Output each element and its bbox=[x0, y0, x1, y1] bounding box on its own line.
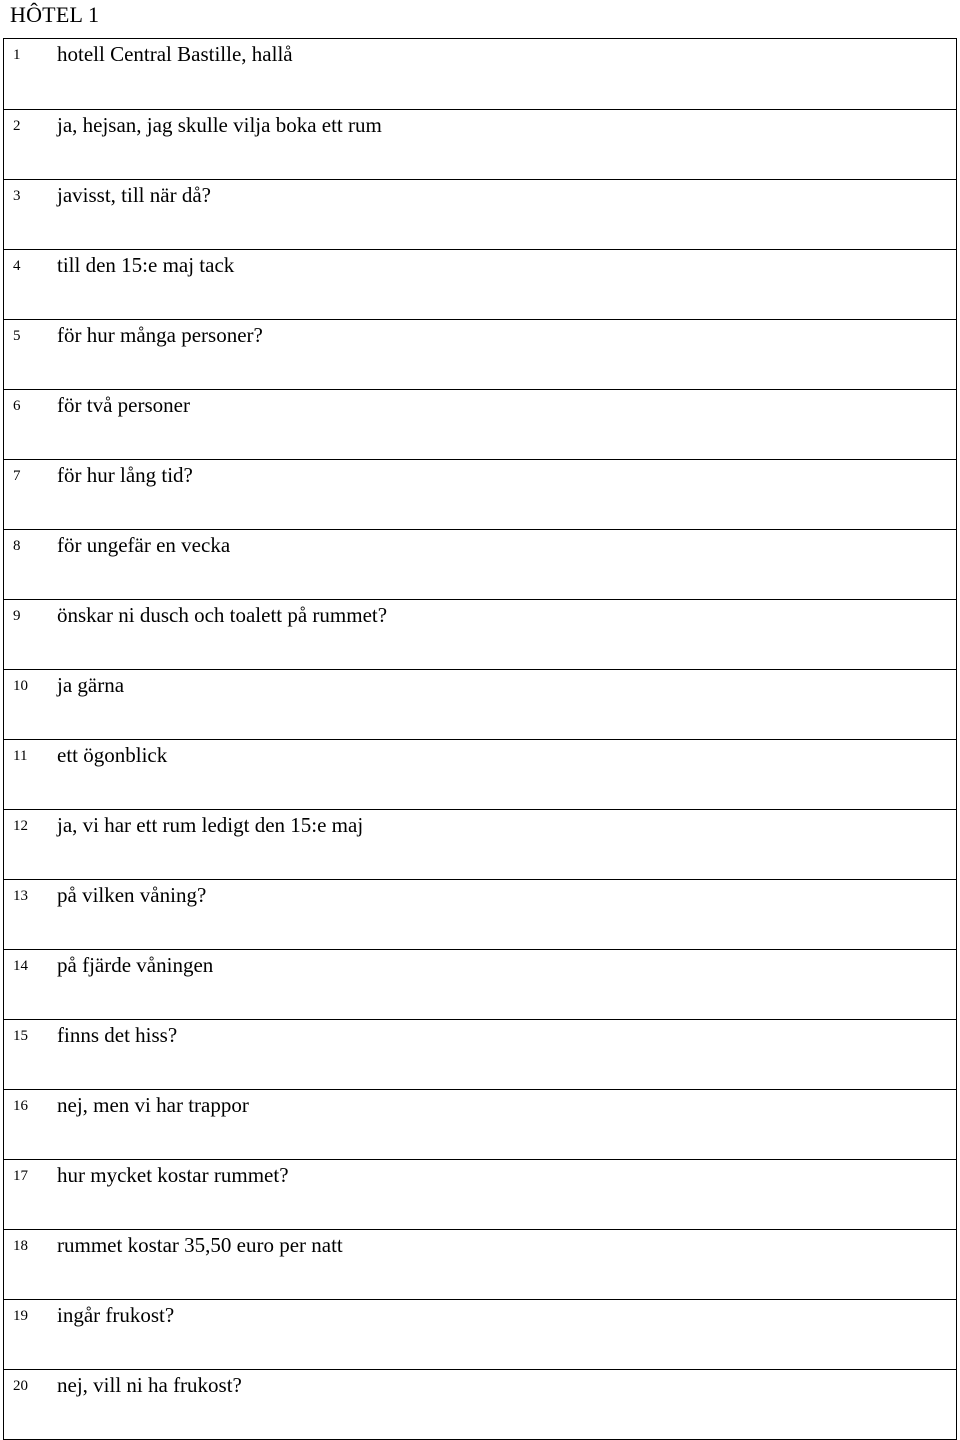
table-row bbox=[4, 1089, 956, 1159]
row-text: för hur många personer? bbox=[57, 323, 263, 347]
row-number: 13 bbox=[13, 888, 28, 904]
row-text: nej, men vi har trappor bbox=[57, 1093, 249, 1117]
table-row bbox=[4, 459, 956, 529]
table-row bbox=[4, 249, 956, 319]
table-row bbox=[4, 39, 956, 109]
table-row bbox=[4, 669, 956, 739]
row-number: 1 bbox=[13, 47, 21, 63]
row-text: på vilken våning? bbox=[57, 883, 207, 907]
row-number: 12 bbox=[13, 818, 28, 834]
table-row bbox=[4, 809, 956, 879]
table-row bbox=[4, 1369, 956, 1439]
table-row bbox=[4, 529, 956, 599]
row-number: 3 bbox=[13, 188, 21, 204]
row-number: 15 bbox=[13, 1028, 28, 1044]
row-text: rummet kostar 35,50 euro per natt bbox=[57, 1233, 343, 1257]
table-row bbox=[4, 1159, 956, 1229]
table-row bbox=[4, 109, 956, 179]
row-number: 20 bbox=[13, 1378, 28, 1394]
row-number: 19 bbox=[13, 1308, 28, 1324]
table-row bbox=[4, 1299, 956, 1369]
row-text: nej, vill ni ha frukost? bbox=[57, 1373, 242, 1397]
document-title: HÔTEL 1 bbox=[10, 2, 100, 27]
row-text: för ungefär en vecka bbox=[57, 533, 231, 557]
row-number: 6 bbox=[13, 398, 21, 414]
row-text: finns det hiss? bbox=[57, 1023, 178, 1047]
row-text: hotell Central Bastille, hallå bbox=[57, 42, 293, 66]
row-text: ett ögonblick bbox=[57, 743, 168, 767]
row-number: 8 bbox=[13, 538, 21, 554]
row-text: för hur lång tid? bbox=[57, 463, 193, 487]
row-number: 17 bbox=[13, 1168, 28, 1184]
row-text: ingår frukost? bbox=[57, 1303, 175, 1327]
row-text: hur mycket kostar rummet? bbox=[57, 1163, 289, 1187]
row-number: 14 bbox=[13, 958, 28, 974]
row-number: 2 bbox=[13, 118, 21, 134]
row-number: 11 bbox=[13, 748, 28, 764]
row-number: 4 bbox=[13, 258, 21, 274]
table-row bbox=[4, 1229, 956, 1299]
table-row bbox=[4, 389, 956, 459]
row-text: för två personer bbox=[57, 393, 190, 417]
table-row bbox=[4, 179, 956, 249]
row-number: 7 bbox=[13, 468, 21, 484]
row-text: önskar ni dusch och toalett på rummet? bbox=[57, 603, 388, 627]
row-number: 10 bbox=[13, 678, 28, 694]
table-row bbox=[4, 879, 956, 949]
dialogue-table bbox=[3, 38, 957, 1440]
table-row bbox=[4, 1019, 956, 1089]
row-text: till den 15:e maj tack bbox=[57, 253, 235, 277]
row-number: 16 bbox=[13, 1098, 28, 1114]
table-row bbox=[4, 739, 956, 809]
row-text: ja, hejsan, jag skulle vilja boka ett rum bbox=[57, 113, 382, 137]
row-text: javisst, till när då? bbox=[57, 183, 211, 207]
row-number: 9 bbox=[13, 608, 21, 624]
table-row bbox=[4, 319, 956, 389]
row-number: 18 bbox=[13, 1238, 28, 1254]
row-text: ja gärna bbox=[57, 673, 125, 697]
row-number: 5 bbox=[13, 328, 21, 344]
row-text: ja, vi har ett rum ledigt den 15:e maj bbox=[57, 813, 364, 837]
table-row bbox=[4, 599, 956, 669]
table-row bbox=[4, 949, 956, 1019]
row-text: på fjärde våningen bbox=[57, 953, 214, 977]
